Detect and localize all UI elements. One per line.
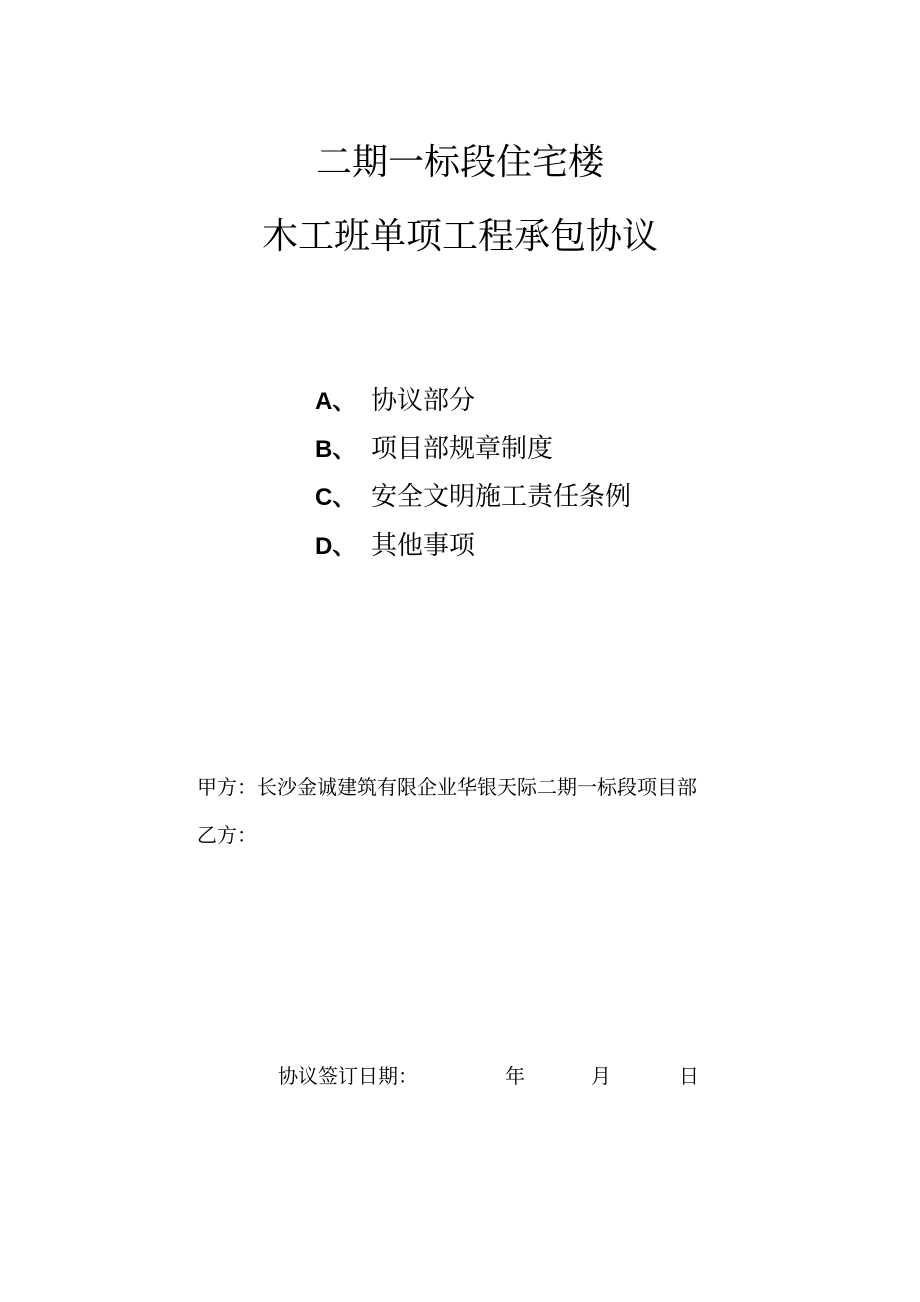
party-b: 乙方： bbox=[197, 823, 257, 847]
title-line-2: 木工班单项工程承包协议 bbox=[261, 216, 658, 257]
contents-item-text: 安全文明施工责任条例 bbox=[371, 482, 632, 512]
signing-year: 年 bbox=[505, 1064, 525, 1088]
contents-item-text: 项目部规章制度 bbox=[371, 434, 554, 464]
title-line-1: 二期一标段住宅楼 bbox=[315, 142, 604, 183]
contents-item-letter: C、 bbox=[315, 484, 357, 511]
contents-item-letter: D、 bbox=[315, 533, 357, 560]
contents-item-text: 协议部分 bbox=[371, 386, 476, 416]
contents-item-text: 其他事项 bbox=[371, 531, 476, 561]
signing-date-label: 协议签订日期： bbox=[278, 1064, 418, 1088]
signing-month: 月 bbox=[591, 1064, 611, 1088]
signing-day: 日 bbox=[679, 1064, 699, 1088]
party-a: 甲方：长沙金诚建筑有限企业华银天际二期一标段项目部 bbox=[197, 775, 697, 799]
contents-item-letter: B、 bbox=[315, 436, 357, 463]
contents-item-letter: A、 bbox=[315, 388, 357, 415]
